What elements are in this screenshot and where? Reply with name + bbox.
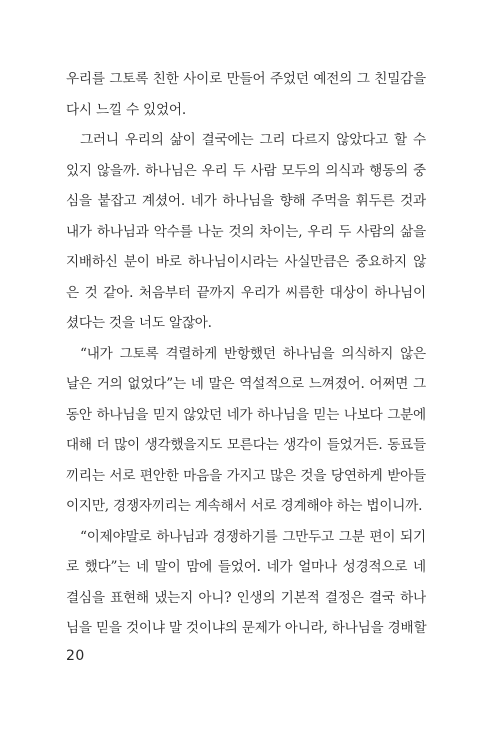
text-line: 있지 않을까. 하나님은 우리 두 사람 모두의 의식과 행동의 중	[66, 162, 426, 179]
text-line: 로 했다”는 네 말이 맘에 들었어. 네가 얼마나 성경적으로 네	[66, 559, 426, 575]
text-line: 내가 하나님과 악수를 나눈 것의 차이는, 우리 두 사람의 삶을	[66, 223, 426, 240]
body-text	[66, 64, 426, 644]
text-line: 이지만, 경쟁자끼리는 계속해서 서로 경계해야 하는 법이니까.	[66, 498, 423, 514]
paragraph-first-line: “내가 그토록 격렬하게 반항했던 하나님을 의식하지 않은	[80, 345, 426, 362]
text-line: 동안 하나님을 믿지 않았던 네가 하나님을 믿는 나보다 그분에	[66, 406, 426, 423]
text-line: 날은 거의 없었다”는 네 말은 역설적으로 느껴졌어. 어쩌면 그	[66, 376, 426, 392]
text-line: 셨다는 것을 너도 알잖아.	[66, 315, 212, 331]
text-line: 끼리는 서로 편안한 마음을 가지고 많은 것을 당연하게 받아들	[66, 467, 426, 484]
paragraph-first-line: 그러니 우리의 삶이 결국에는 그리 다르지 않았다고 할 수	[80, 132, 426, 148]
text-line: 지배하신 분이 바로 하나님이시라는 사실만큼은 중요하지 않	[66, 254, 426, 270]
text-line: 대해 더 많이 생각했을지도 모른다는 생각이 들었거든. 동료들	[66, 437, 426, 453]
text-line: 님을 믿을 것이냐 말 것이냐의 문제가 아니라, 하나님을 경배할	[66, 620, 427, 636]
text-line: 은 것 같아. 처음부터 끝까지 우리가 씨름한 대상이 하나님이	[66, 284, 426, 301]
page-number: 20	[66, 648, 85, 664]
paragraph-first-line: “이제야말로 하나님과 경쟁하기를 그만두고 그분 편이 되기	[80, 528, 426, 545]
text-line: 결심을 표현해 냈는지 아니? 인생의 기본적 결정은 결국 하나	[66, 589, 426, 606]
text-line: 다시 느낄 수 있었어.	[66, 101, 186, 118]
text-line: 우리를 그토록 친한 사이로 만들어 주었던 예전의 그 친밀감을	[66, 71, 426, 87]
text-line: 심을 붙잡고 계셨어. 네가 하나님을 향해 주먹을 휘두른 것과	[66, 193, 426, 209]
